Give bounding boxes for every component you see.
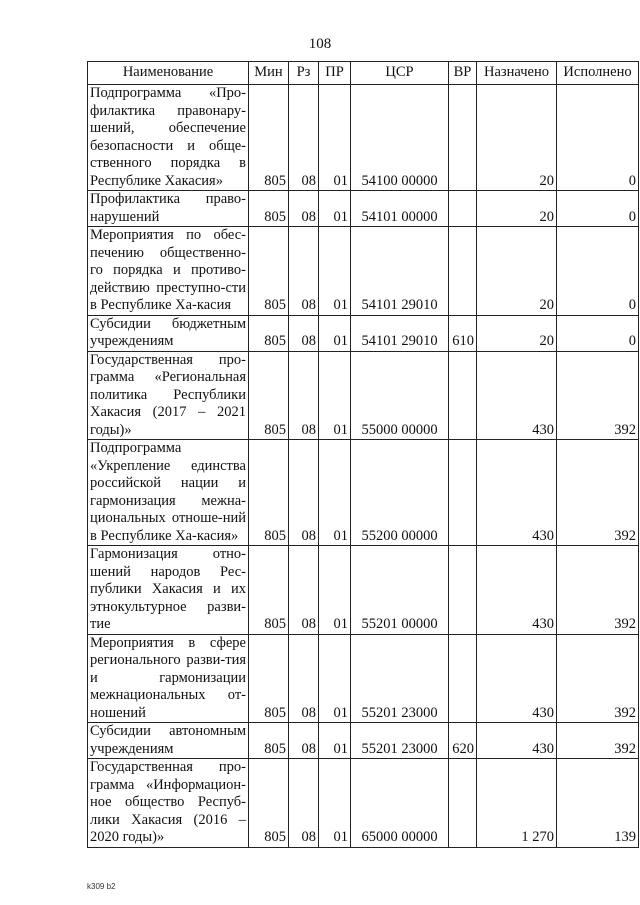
row-name: Государственная про-грамма «Региональная политика Республики Хакасия (2017 – 2021 годы)» — [88, 351, 249, 440]
row-vr — [449, 634, 477, 723]
row-vr — [449, 759, 477, 848]
row-pr: 01 — [319, 546, 351, 635]
row-pr: 01 — [319, 315, 351, 351]
row-name: Подпрограмма «Укрепление единства российской нации и гармонизация межна-циональных отноше-ний в Республике Ха-касия» — [88, 440, 249, 546]
column-header-vr: ВР — [449, 62, 477, 85]
column-header-name: Наименование — [88, 62, 249, 85]
row-vr: 620 — [449, 723, 477, 759]
row-assigned: 20 — [477, 85, 557, 191]
row-rz: 08 — [289, 227, 319, 316]
row-pr: 01 — [319, 227, 351, 316]
row-min: 805 — [249, 191, 289, 227]
row-pr: 01 — [319, 440, 351, 546]
row-min: 805 — [249, 227, 289, 316]
row-pr: 01 — [319, 351, 351, 440]
row-rz: 08 — [289, 634, 319, 723]
column-header-rz: Рз — [289, 62, 319, 85]
row-name: Субсидии бюджетным учреждениям — [88, 315, 249, 351]
table-row — [88, 440, 639, 546]
row-assigned: 430 — [477, 634, 557, 723]
row-assigned: 1 270 — [477, 759, 557, 848]
row-assigned: 430 — [477, 546, 557, 635]
row-executed: 0 — [557, 315, 639, 351]
row-name: Государственная про-грамма «Информацион-ное общество Респуб-лики Хакасия (2016 – 2020 годы)» — [88, 759, 249, 848]
row-min: 805 — [249, 723, 289, 759]
row-assigned: 20 — [477, 227, 557, 316]
footer-code: k309 b2 — [87, 882, 116, 891]
budget-table — [87, 61, 639, 848]
row-name: Субсидии автономным учреждениям — [88, 723, 249, 759]
column-header-min: Мин — [249, 62, 289, 85]
row-pr: 01 — [319, 634, 351, 723]
row-csr: 54101 00000 — [351, 191, 449, 227]
row-pr: 01 — [319, 85, 351, 191]
row-pr: 01 — [319, 191, 351, 227]
table-row — [88, 546, 639, 635]
row-assigned: 430 — [477, 723, 557, 759]
column-header-csr: ЦСР — [351, 62, 449, 85]
table-row — [88, 227, 639, 316]
row-name: Подпрограмма «Про-филактика правонару-шений, обеспечение безопасности и обще-ственного порядка в Республике Хакасия» — [88, 85, 249, 191]
column-header-executed: Исполнено — [557, 62, 639, 85]
row-csr: 54101 29010 — [351, 227, 449, 316]
table-row — [88, 759, 639, 848]
row-executed: 392 — [557, 634, 639, 723]
table-header-row — [88, 62, 639, 85]
row-min: 805 — [249, 440, 289, 546]
row-executed: 0 — [557, 191, 639, 227]
row-csr: 55201 23000 — [351, 634, 449, 723]
row-rz: 08 — [289, 440, 319, 546]
row-min: 805 — [249, 85, 289, 191]
row-min: 805 — [249, 546, 289, 635]
row-vr — [449, 227, 477, 316]
row-pr: 01 — [319, 723, 351, 759]
row-vr — [449, 191, 477, 227]
row-pr: 01 — [319, 759, 351, 848]
row-csr: 54100 00000 — [351, 85, 449, 191]
row-executed: 392 — [557, 723, 639, 759]
row-assigned: 20 — [477, 315, 557, 351]
row-rz: 08 — [289, 85, 319, 191]
table-row — [88, 723, 639, 759]
row-vr — [449, 440, 477, 546]
row-name: Профилактика право-нарушений — [88, 191, 249, 227]
row-vr: 610 — [449, 315, 477, 351]
row-executed: 392 — [557, 440, 639, 546]
row-min: 805 — [249, 351, 289, 440]
page-number: 108 — [308, 36, 332, 52]
table-row — [88, 351, 639, 440]
row-assigned: 430 — [477, 440, 557, 546]
table-row — [88, 191, 639, 227]
row-rz: 08 — [289, 191, 319, 227]
row-executed: 139 — [557, 759, 639, 848]
row-executed: 392 — [557, 546, 639, 635]
row-rz: 08 — [289, 723, 319, 759]
row-name: Гармонизация отно-шений народов Рес-публики Хакасия и их этнокультурное разви-тие — [88, 546, 249, 635]
row-assigned: 430 — [477, 351, 557, 440]
table-row — [88, 85, 639, 191]
row-executed: 0 — [557, 227, 639, 316]
row-vr — [449, 351, 477, 440]
row-name: Мероприятия в сфере регионального разви-тия и гармонизации межнациональных от-ношений — [88, 634, 249, 723]
table-row — [88, 634, 639, 723]
row-executed: 0 — [557, 85, 639, 191]
row-csr: 65000 00000 — [351, 759, 449, 848]
row-rz: 08 — [289, 351, 319, 440]
row-rz: 08 — [289, 315, 319, 351]
row-csr: 55200 00000 — [351, 440, 449, 546]
row-rz: 08 — [289, 759, 319, 848]
row-assigned: 20 — [477, 191, 557, 227]
row-rz: 08 — [289, 546, 319, 635]
row-min: 805 — [249, 634, 289, 723]
table-row — [88, 315, 639, 351]
row-csr: 54101 29010 — [351, 315, 449, 351]
column-header-assigned: Назначено — [477, 62, 557, 85]
row-csr: 55201 23000 — [351, 723, 449, 759]
row-vr — [449, 546, 477, 635]
row-name: Мероприятия по обес-печению общественно-го порядка и противо-действию преступно-сти в Республике Ха-касия — [88, 227, 249, 316]
row-csr: 55201 00000 — [351, 546, 449, 635]
row-executed: 392 — [557, 351, 639, 440]
row-vr — [449, 85, 477, 191]
row-min: 805 — [249, 315, 289, 351]
row-csr: 55000 00000 — [351, 351, 449, 440]
row-min: 805 — [249, 759, 289, 848]
column-header-pr: ПР — [319, 62, 351, 85]
